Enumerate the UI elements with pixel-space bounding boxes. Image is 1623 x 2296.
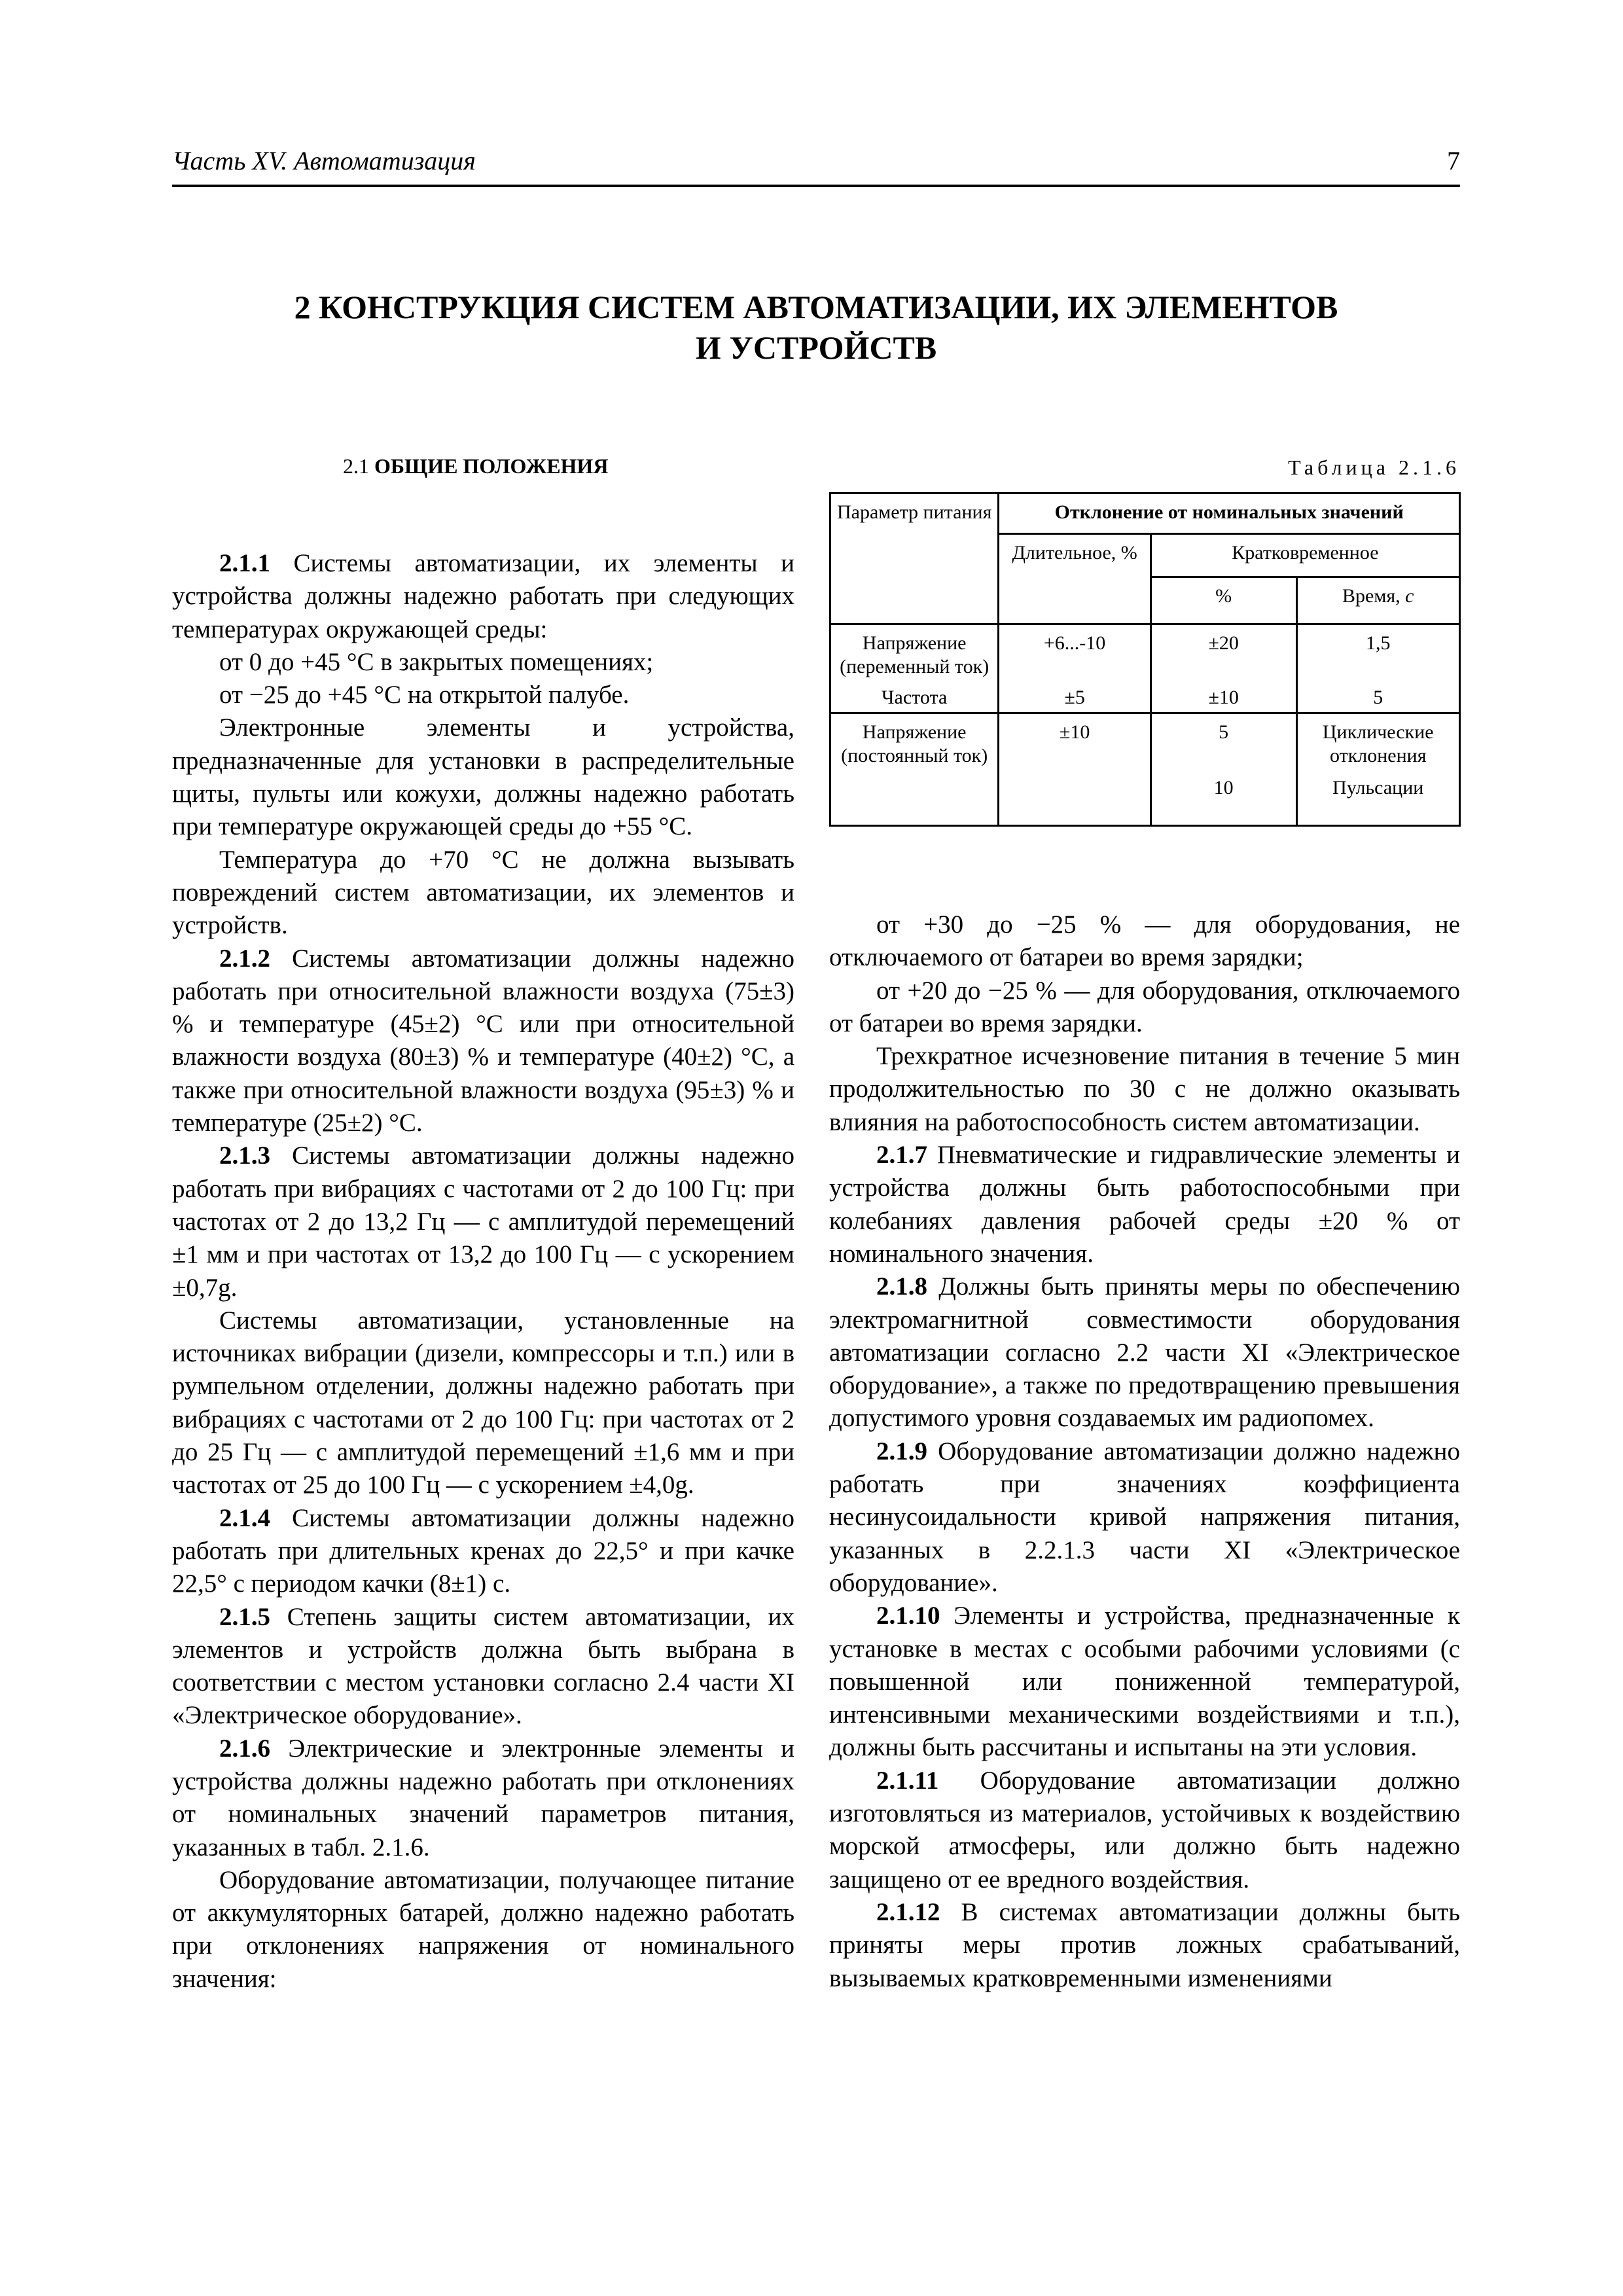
paragraph-2-1-7: 2.1.7 Пневматические и гидравлические элементы и устройства должны быть работоспособными при колебаниях давления рабочей среды ±20 % от номинального значения. <box>829 1141 1460 1268</box>
paragraph-2-1-11: 2.1.11 Оборудование автоматизации должно изготовляться из материалов, устойчивых к воздействию морской атмосферы, или должно быть надежно защищено от ее вредного воздействия. <box>829 1766 1460 1893</box>
cell-frequency-long: ±5 <box>999 679 1150 713</box>
header-short-percent: % <box>1150 577 1296 624</box>
section-heading <box>343 453 608 479</box>
page-number: 7 <box>1447 146 1460 175</box>
cell-voltage-ac: Напряжение (переменный ток) <box>830 624 999 679</box>
cell-ripple-time: Пульсации <box>1296 770 1459 826</box>
cell-frequency: Частота <box>830 679 999 713</box>
cell-voltage-ac-time: 1,5 <box>1296 624 1459 679</box>
paragraph-2-1-12: 2.1.12 В системах автоматизации должны быть приняты меры против ложных срабатываний, вызываемых кратковременными изменениями <box>829 1897 1460 1992</box>
paragraph-2-1-3-sources: Системы автоматизации, установленные на источниках вибрации (дизели, компрессоры и т.п.) или в румпельном отделении, должны надежно работать при вибрациях с частотами от 2 до 100 Гц: при частотах от 2 до 25 Гц — с амплитудой перемещений ±1,6 мм и при частотах от 25 до 100 Гц — с ускорением ±4,0g. <box>172 1306 794 1499</box>
cell-voltage-dc-long: ±10 <box>999 713 1150 826</box>
cell-voltage-ac-pct: ±20 <box>1150 624 1296 679</box>
paragraph-2-1-5: 2.1.5 Степень защиты систем автоматизации, их элементов и устройств должна быть выбрана в соответствии с местом установки согласно 2.4 части XI «Электрическое оборудование». <box>172 1602 794 1730</box>
power-loss-paragraph: Трехкратное исчезновение питания в течение 5 мин продолжительностью по 30 с не должно оказывать влияния на работоспособность систем автоматизации. <box>829 1042 1460 1136</box>
paragraph-2-1-1: 2.1.1 Системы автоматизации, их элементы и устройства должны надежно работать при следующих температурах окружающей среды: <box>172 549 794 643</box>
power-parameters-table <box>829 492 1461 827</box>
cell-ripple-pct: 10 <box>1150 770 1296 826</box>
right-column <box>829 908 1460 1995</box>
running-header-title: Часть XV. Автоматизация <box>172 146 476 175</box>
battery-deviation-line-1: от +30 до −25 % — для оборудования, не отключаемого от батареи во время зарядки; <box>829 910 1460 972</box>
header-short-time: Время, с <box>1296 577 1459 624</box>
table-caption: Таблица 2.1.6 <box>1288 456 1460 479</box>
header-parameter: Параметр питания <box>830 493 999 624</box>
running-header <box>172 145 1460 187</box>
cell-voltage-dc-time: Циклические отклонения <box>1296 713 1459 770</box>
paragraph-2-1-1-line-2: от −25 до +45 °С на открытой палубе. <box>219 681 630 709</box>
paragraph-2-1-1-line-1: от 0 до +45 °С в закрытых помещениях; <box>219 647 654 676</box>
cell-voltage-ac-long: +6...-10 <box>999 624 1150 679</box>
paragraph-2-1-6-batteries: Оборудование автоматизации, получающее питание от аккумуляторных батарей, должно надежно работать при отклонениях напряжения от номинального значения: <box>172 1865 794 1993</box>
cell-frequency-time: 5 <box>1296 679 1459 713</box>
paragraph-2-1-9: 2.1.9 Оборудование автоматизации должно надежно работать при значениях коэффициента несинусоидальности кривой напряжения питания, указанных в 2.2.1.3 части XI «Электрическое оборудование». <box>829 1437 1460 1597</box>
cell-voltage-dc: Напряжение (постоянный ток) <box>830 713 999 826</box>
paragraph-2-1-2: 2.1.2 Системы автоматизации должны надежно работать при относительной влажности воздуха (75±3) % и температуре (45±2) °С или при относительной влажности воздуха (80±3) % и температуре (40±2) °С, а также при относительной влажности воздуха (95±3) % и температуре (25±2) °С. <box>172 944 794 1138</box>
left-column <box>172 547 794 1996</box>
paragraph-2-1-4: 2.1.4 Системы автоматизации должны надежно работать при длительных кренах до 22,5° и при качке 22,5° с периодом качки (8±1) с. <box>172 1503 794 1598</box>
paragraph-2-1-1-temperature: Температура до +70 °С не должна вызывать повреждений систем автоматизации, их элементов и устройств. <box>172 845 794 940</box>
section-number: 2.1 <box>343 454 369 478</box>
paragraph-2-1-8: 2.1.8 Должны быть приняты меры по обеспечению электромагнитной совместимости оборудования автоматизации согласно 2.2 части XI «Электрическое оборудование», а также по предотвращению превышения допустимого уровня создаваемых им радиопомех. <box>829 1272 1460 1433</box>
paragraph-2-1-3: 2.1.3 Системы автоматизации должны надежно работать при вибрациях с частотами от 2 до 100 Гц: при частотах от 2 до 13,2 Гц — с амплитудой перемещений ±1 мм и при частотах от 13,2 до 100 Гц — с ускорением ±0,7g. <box>172 1141 794 1302</box>
paragraph-2-1-1-electronics: Электронные элементы и устройства, предназначенные для установки в распределительные щиты, пульты или кожухи, должны надежно работать при температуре окружающей среды до +55 °С. <box>172 713 794 841</box>
header-deviation: Отклонение от номинальных значений <box>999 493 1460 534</box>
chapter-title-line-2: И УСТРОЙСТВ <box>695 329 937 366</box>
battery-deviation-line-2: от +20 до −25 % — для оборудования, отключаемого от батареи во время зарядки. <box>829 976 1460 1037</box>
paragraph-2-1-6: 2.1.6 Электрические и электронные элементы и устройства должны надежно работать при отклонениях от номинальных значений параметров питания, указанных в табл. 2.1.6. <box>172 1734 794 1861</box>
chapter-title-line-1: 2 КОНСТРУКЦИЯ СИСТЕМ АВТОМАТИЗАЦИИ, ИХ ЭЛЕМЕНТОВ <box>294 289 1338 325</box>
chapter-title <box>172 287 1460 368</box>
header-short-term: Кратковременное <box>1150 534 1459 577</box>
section-title: ОБЩИЕ ПОЛОЖЕНИЯ <box>374 454 609 478</box>
cell-frequency-pct: ±10 <box>1150 679 1296 713</box>
cell-voltage-dc-pct: 5 <box>1150 713 1296 770</box>
paragraph-2-1-10: 2.1.10 Элементы и устройства, предназначенные к установке в местах с особыми рабочими условиями (с повышенной или пониженной температурой, интенсивными механическими воздействиями и т.п.), должны быть рассчитаны и испытаны на эти условия. <box>829 1602 1460 1762</box>
header-long-term: Длительное, % <box>999 534 1150 624</box>
